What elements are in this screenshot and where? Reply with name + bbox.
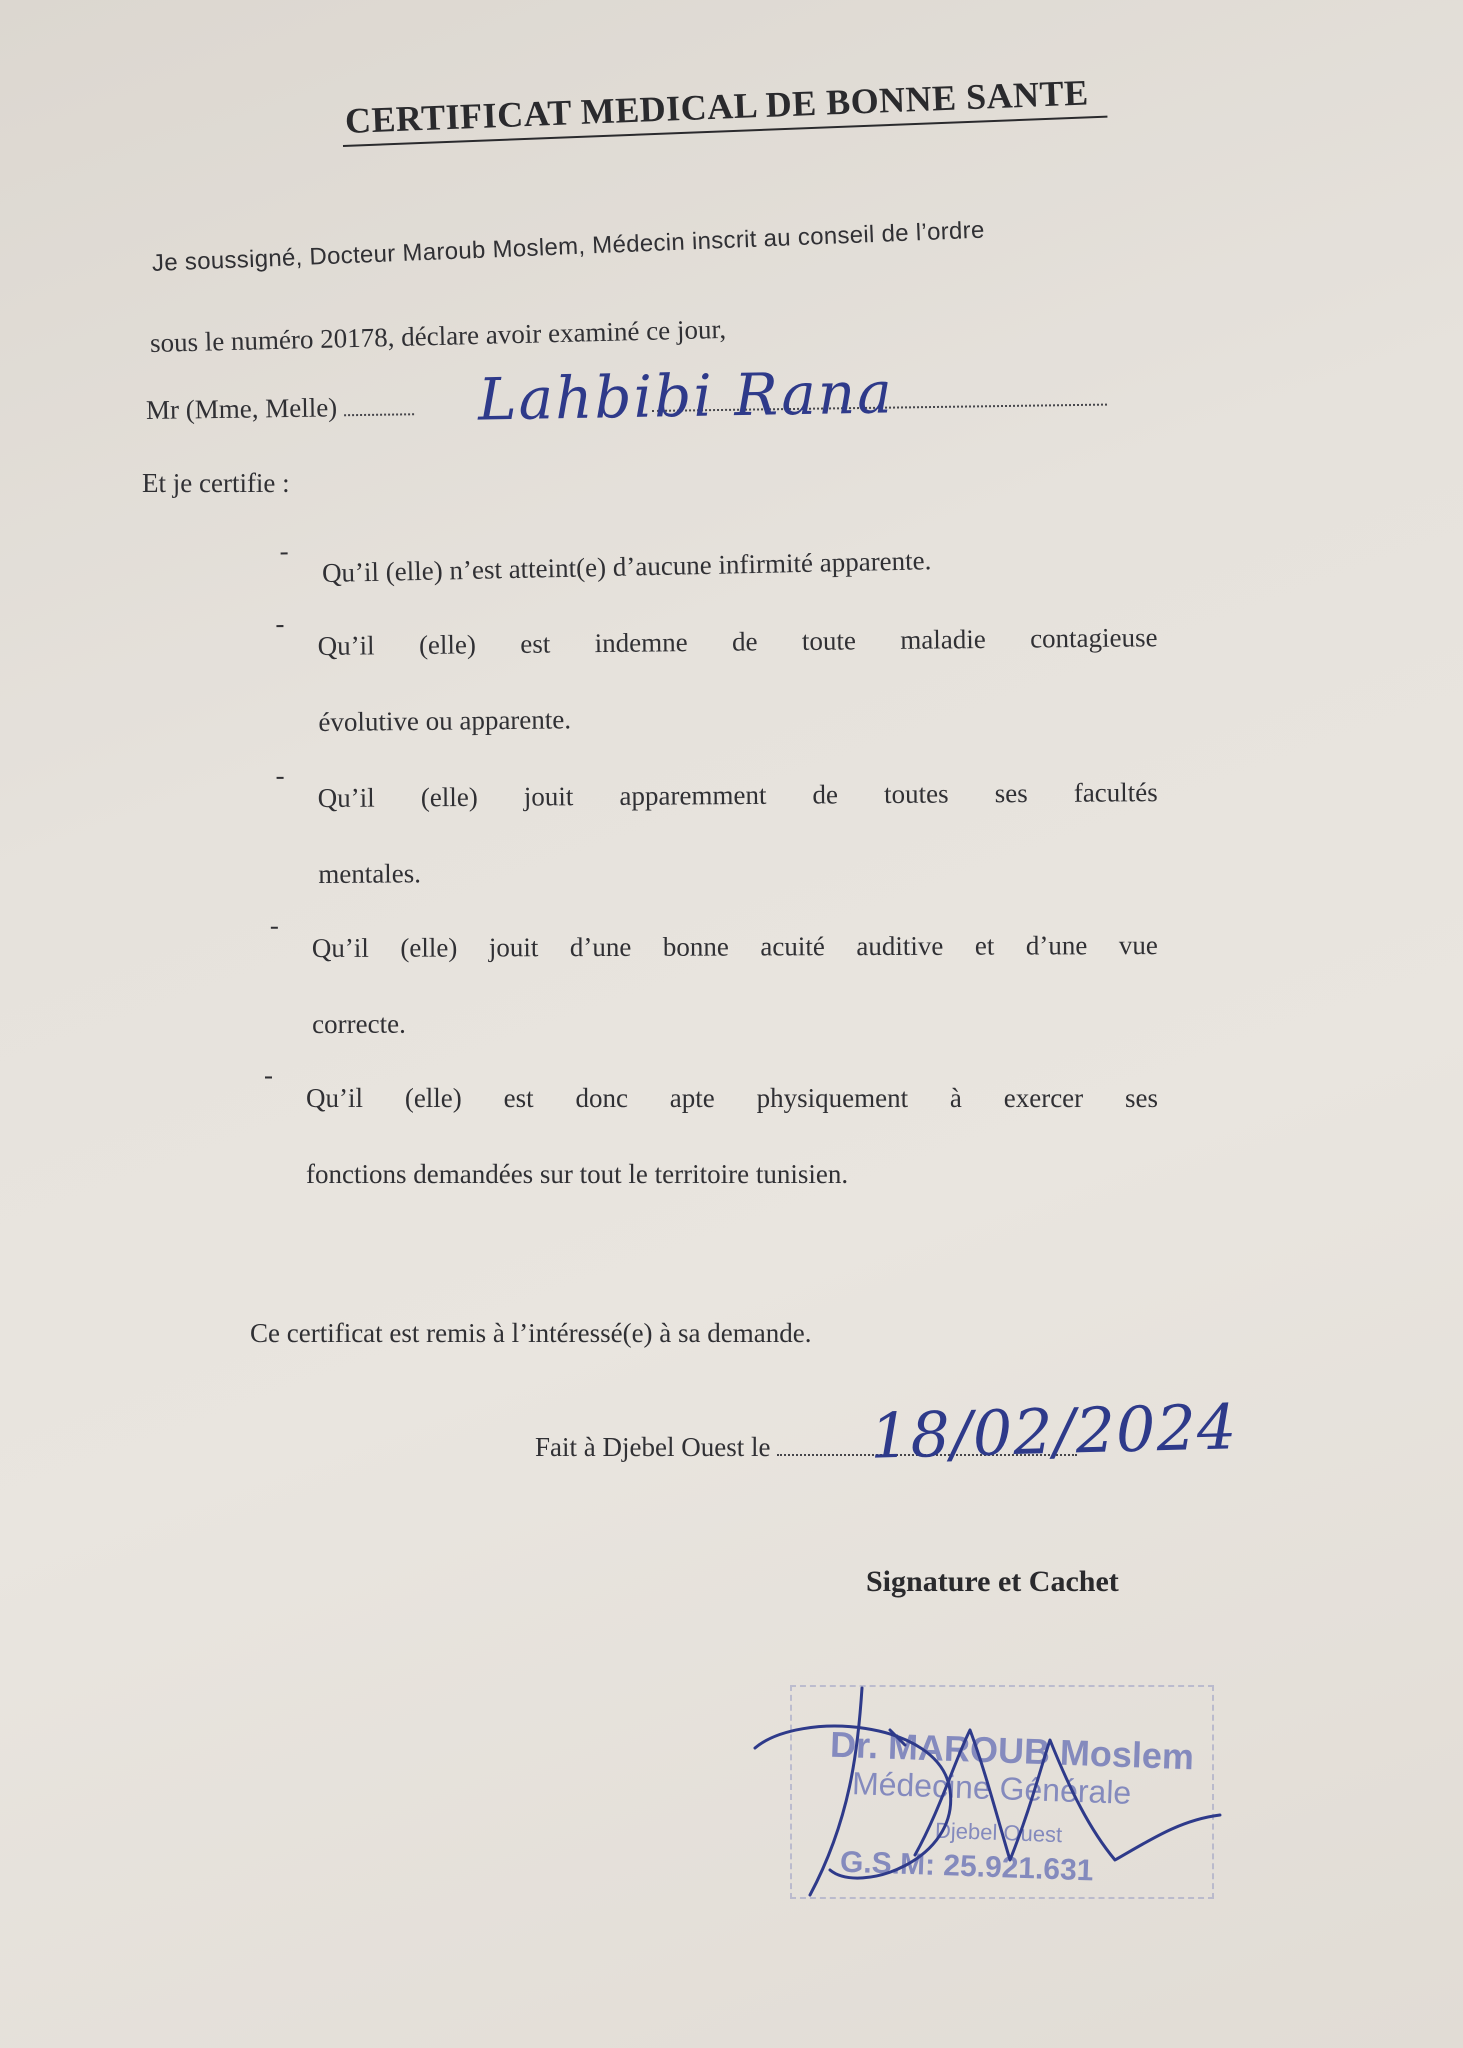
item-dash: -: [269, 910, 279, 941]
item-dash: -: [279, 535, 289, 566]
handwritten-signature: [740, 1670, 1240, 1910]
item-text: Qu’il (elle) jouit d’une bonne acuité auditive et d’une vue: [311, 930, 1158, 964]
patient-name-handwritten: Lahbibi Rana: [477, 358, 895, 434]
certification-item: [275, 599, 1159, 760]
item-text: correcte.: [312, 1008, 406, 1039]
item-dash: -: [275, 608, 285, 639]
item-text: mentales.: [318, 858, 422, 889]
item-text: Qu’il (elle) est donc apte physiquement à exercer ses: [306, 1083, 1158, 1113]
intro-line-2: sous le numéro 20178, déclare avoir examiné ce jour,: [149, 313, 727, 358]
item-text: évolutive ou apparente.: [318, 704, 572, 737]
stamp-location: Djebel Ouest: [934, 1817, 1063, 1848]
stamp-doctor-name: Dr. MAROUB Moslem: [829, 1723, 1195, 1778]
certification-item: [269, 907, 1159, 1062]
item-text: Qu’il (elle) n’est atteint(e) d’aucune infirmité apparente.: [321, 545, 932, 588]
patient-label: Mr (Mme, Melle): [145, 392, 345, 425]
certification-item: [264, 1060, 1158, 1212]
intro-line-1: Je soussigné, Docteur Maroub Moslem, Médecin inscrit au conseil de l’ordre: [151, 216, 986, 277]
document-title: CERTIFICAT MEDICAL DE BONNE SANTE: [344, 72, 1090, 141]
place-label: Fait à Djebel Ouest le: [535, 1432, 778, 1462]
signature-label: Signature et Cachet: [866, 1565, 1119, 1598]
date-handwritten: 18/02/2024: [869, 1390, 1239, 1473]
item-dash: -: [264, 1060, 273, 1090]
certification-item: [275, 754, 1158, 912]
certification-item: [279, 519, 1082, 611]
item-text: Qu’il (elle) jouit apparemment de toutes ses facultés: [317, 777, 1158, 814]
item-text: Qu’il (elle) est indemne de toute maladie contagieuse: [317, 622, 1158, 662]
stamp-phone: G.S.M: 25.921.631: [839, 1845, 1095, 1888]
certify-label: Et je certifie :: [142, 468, 290, 498]
stamp-specialty: Médecine Générale: [851, 1765, 1132, 1811]
item-text: fonctions demandées sur tout le territoire tunisien.: [306, 1159, 849, 1189]
item-dash: -: [275, 760, 285, 791]
dotted-leader: [344, 409, 414, 416]
remis-statement: Ce certificat est remis à l’intéressé(e) à sa demande.: [250, 1318, 812, 1348]
